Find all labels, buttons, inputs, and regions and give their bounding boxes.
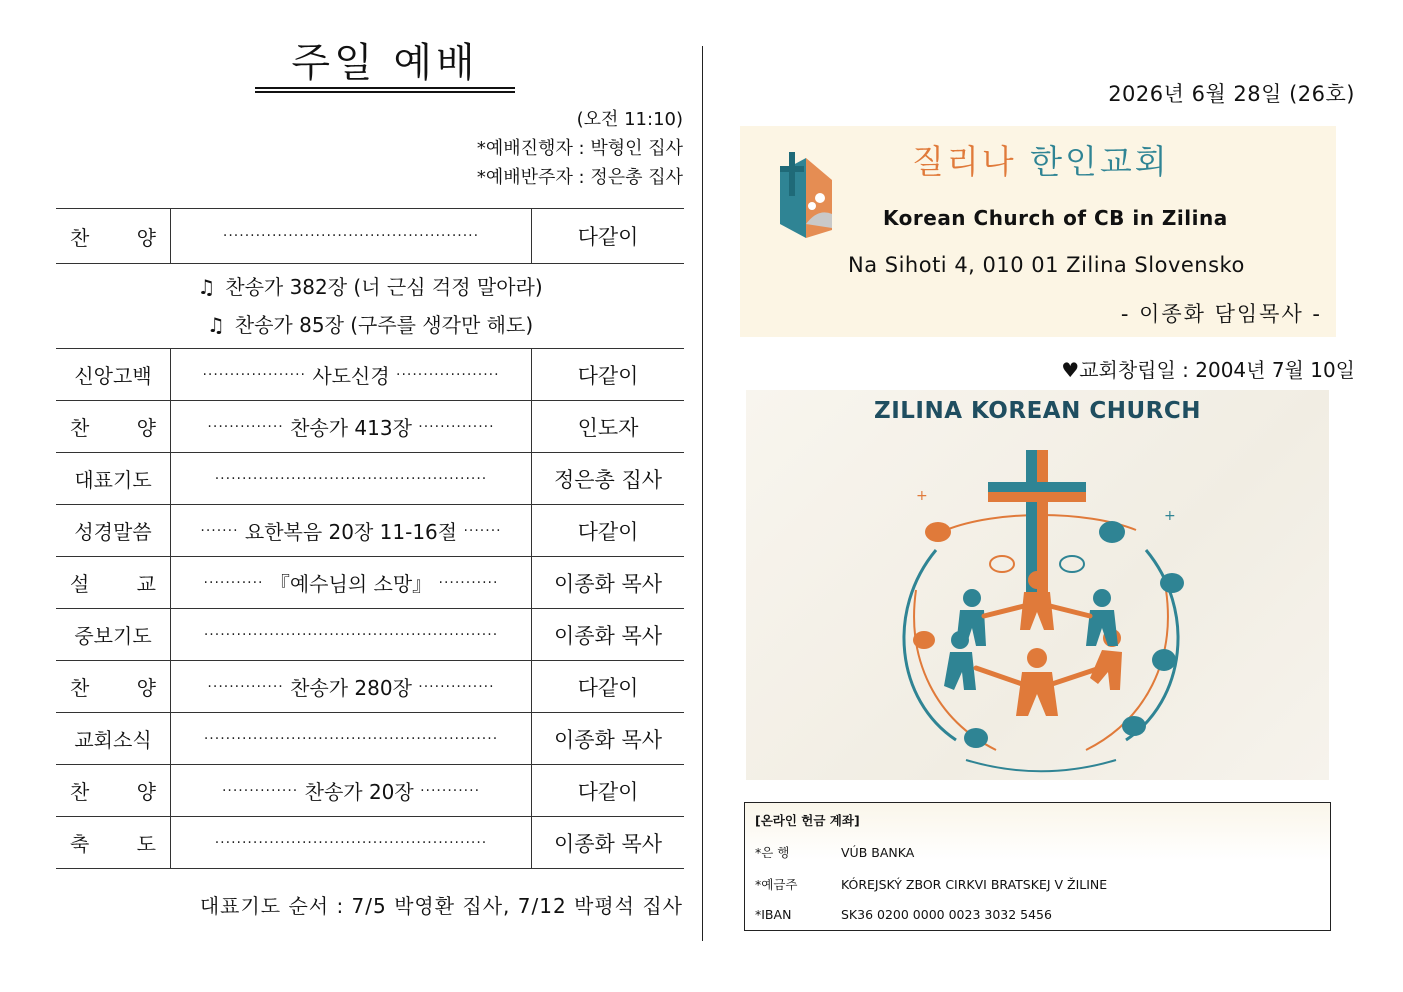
program-item-name: 교회소식 — [74, 728, 152, 752]
program-item-detail: ··············································· — [170, 209, 532, 263]
program-row — [56, 661, 684, 713]
program-item-detail: ·················································· — [170, 453, 532, 504]
program-item-leader: 다같이 — [577, 225, 639, 249]
program-item-name: 성경말씀 — [74, 520, 152, 544]
program-item-detail: ······················································ — [170, 609, 532, 660]
program-item-leader: 이종화 목사 — [553, 571, 663, 596]
music-note-icon: ♫ — [197, 275, 216, 299]
community-cross-illustration-icon — [876, 440, 1206, 780]
service-leader: *예배진행자 : 박형인 집사 — [476, 138, 683, 159]
program-item-detail: ·············· 찬송가 280장 ·············· — [170, 661, 532, 712]
hymn-item: ♫ 찬송가 85장 (구주를 생각만 해도) — [206, 313, 534, 337]
program-item-detail: ······· 요한복음 20장 11-16절 ······· — [170, 505, 532, 556]
program-item-leader: 인도자 — [577, 415, 639, 440]
program-item-name: 설 교 — [70, 572, 156, 596]
program-item-leader: 정은총 집사 — [553, 467, 663, 492]
program-item-leader: 이종화 목사 — [553, 831, 663, 856]
title-underline-2 — [255, 91, 515, 93]
music-note-icon: ♫ — [206, 313, 225, 337]
program-row — [56, 453, 684, 505]
church-address: Na Sihoti 4, 010 01 Zilina Slovensko — [848, 253, 1245, 277]
program-row — [56, 713, 684, 765]
bank-row: *예금주 KÓREJSKÝ ZBOR CIRKVI BRATSKEJ V ŽILINE — [755, 877, 1108, 892]
program-row — [56, 765, 684, 817]
church-logo-icon — [770, 150, 840, 242]
church-name-korean: 질리나 한인교회 — [912, 142, 1170, 181]
bank-row: *IBAN SK36 0200 0000 0023 3032 5456 — [755, 907, 1052, 922]
program-item-leader: 다같이 — [577, 363, 639, 388]
program-row — [56, 505, 684, 557]
program-item-name: 찬 양 — [70, 416, 156, 440]
program-row — [56, 208, 684, 264]
program-item-detail: ·················································· — [170, 817, 532, 868]
program-item-leader: 이종화 목사 — [553, 727, 663, 752]
program-row — [56, 349, 684, 401]
church-name-english: Korean Church of CB in Zilina — [883, 206, 1228, 230]
program-item-name: 찬 양 — [70, 676, 156, 700]
page-title: 주일 예배 — [291, 40, 479, 86]
program-item-detail: ······················································ — [170, 713, 532, 764]
church-poster — [746, 390, 1329, 780]
program-item-detail: ··················· 사도신경 ··················· — [170, 349, 532, 400]
service-time: (오전 11:10) — [576, 109, 683, 130]
program-row — [56, 401, 684, 453]
service-accompanist: *예배반주자 : 정은총 집사 — [476, 167, 683, 188]
page-divider — [702, 46, 703, 941]
svg-text:+: + — [1164, 508, 1176, 524]
program-item-name: 대표기도 — [74, 468, 152, 492]
founding-date: ♥교회창립일 : 2004년 7월 10일 — [1061, 358, 1355, 382]
program-item-detail: ·············· 찬송가 413장 ·············· — [170, 401, 532, 452]
worship-program — [56, 208, 684, 869]
program-item-name: 신앙고백 — [74, 364, 152, 388]
hymn-item: ♫ 찬송가 382장 (너 근심 걱정 말아라) — [197, 275, 543, 299]
online-offering-account — [744, 802, 1331, 931]
program-item-leader: 다같이 — [577, 675, 639, 700]
program-row — [56, 817, 684, 869]
bank-heading: [온라인 헌금 계좌] — [755, 813, 860, 828]
program-item-leader: 다같이 — [577, 779, 639, 804]
bulletin-date: 2026년 6월 28일 (26호) — [1108, 82, 1355, 106]
program-item-name: 축 도 — [70, 832, 156, 856]
program-row — [56, 609, 684, 661]
program-item-detail: ·············· 찬송가 20장 ··········· — [170, 765, 532, 816]
svg-text:+: + — [916, 488, 928, 504]
bank-row: *은 행 VÚB BANKA — [755, 845, 915, 860]
title-underline — [255, 87, 515, 89]
program-item-detail: ··········· 『예수님의 소망』 ··········· — [170, 557, 532, 608]
prayer-schedule: 대표기도 순서 : 7/5 박영환 집사, 7/12 박평석 집사 — [199, 894, 683, 918]
senior-pastor: - 이종화 담임목사 - — [1120, 302, 1322, 326]
hymn-list — [56, 264, 684, 349]
program-item-name: 중보기도 — [74, 624, 152, 648]
program-item-name: 찬 양 — [70, 225, 156, 250]
program-item-leader: 이종화 목사 — [553, 623, 663, 648]
poster-title: ZILINA KOREAN CHURCH — [874, 398, 1201, 424]
program-item-name: 찬 양 — [70, 780, 156, 804]
program-item-leader: 다같이 — [577, 519, 639, 544]
program-row — [56, 557, 684, 609]
church-info-box — [740, 126, 1336, 337]
